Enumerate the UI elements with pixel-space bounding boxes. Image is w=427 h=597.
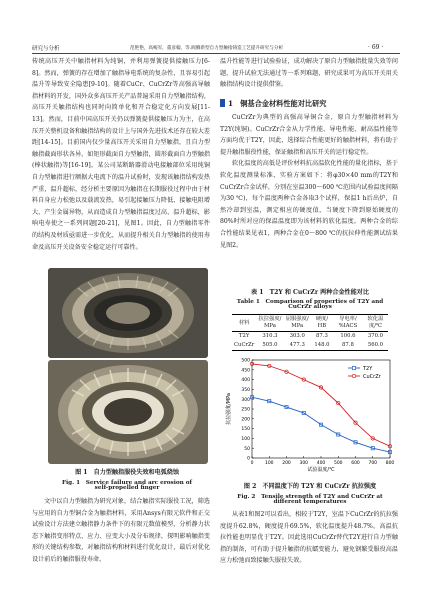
page-number: · 69 · <box>368 44 384 51</box>
x-tick-label: 100 <box>264 461 274 466</box>
y-tick-label: 300 <box>241 397 250 403</box>
y-tick-label: 250 <box>241 407 250 413</box>
figure1-caption-en-2: self-propelled finger <box>94 485 160 491</box>
x-tick-label: 200 <box>282 461 291 466</box>
y-tick-label: 50 <box>244 446 250 452</box>
y-tick-label: 500 <box>241 358 250 364</box>
table1-title-zh: 表 1 T2Y 和 CuCrZr 两种合金性能对比 <box>251 289 369 296</box>
paragraph: 从表1和图2可以看出，相较于T2Y，室温下CuCrZr的抗拉强度提升62.8%，硬度提升69.5%，软化温度提升48.7%，高温抗拉性能也明显优于T2Y。因此选用CuCrZr替代T2Y进行自力型触指的制备，可有助于提升触指的抗蠕变能力，避免钢繁受服役高温应力松弛而致接触失服役失效。 <box>220 511 398 565</box>
table-header: 软化温 度/℃ <box>363 315 388 332</box>
left-column-text-bottom <box>32 496 210 566</box>
paragraph: 软化温度的高低是评价材料抗高温软化性能的量化指标，基于软化温度测量标准，实验方案如下：将φ30×40 mm的T2Y和CuCrZr合金试样，分别在室温300～600 ℃范围内试验温度间隔为30 ℃)，每个温度两种合金各取3个试样，保温1 h后出炉，自然冷却到室温，测定相应的硬度值，当硬度下降到原始硬度的80%时所对应的保温温度即为该材料的软化温度。两种合金的综合性能结果见表1，两种合金在0～800 ℃的抗拉伸性能测试结果见图2。 <box>220 160 398 249</box>
table1-title-en-1: Table 1 Comparison of properties of T2Y and <box>236 299 384 305</box>
left-column-text <box>32 56 210 253</box>
figure1-caption-zh: 图 1 自力型触指服役失效和电弧烧蚀 <box>75 469 179 476</box>
y-tick-label: 200 <box>241 417 250 423</box>
x-tick-label: 500 <box>333 461 343 466</box>
section-marker-icon <box>220 99 225 107</box>
legend-marker <box>352 374 355 377</box>
table-cell: 100.6 <box>340 333 356 339</box>
header-rule <box>32 53 400 54</box>
table1-title-en-2: CuCrZr alloys <box>288 304 332 310</box>
table-header: 屈服强度/ MPa <box>284 315 311 332</box>
figure1-photo-top <box>48 268 208 358</box>
y-tick-label: 450 <box>241 368 250 374</box>
x-tick-label: 300 <box>299 461 309 466</box>
legend-label: T2Y <box>363 365 373 372</box>
table-row <box>232 341 388 351</box>
table-header: 硬度/ HB <box>311 315 333 332</box>
tensile-strength-chart <box>222 354 398 478</box>
legend-label: CuCrZr <box>363 373 381 380</box>
x-tick-label: 400 <box>316 461 326 466</box>
figure2-caption-en-1: Fig. 2 Tensile strength of T2Y and CuCrZr at <box>237 494 383 500</box>
right-column-text-bottom <box>220 509 398 567</box>
table-cell: 477.3 <box>284 341 311 351</box>
table-cell: 87.8 <box>333 341 363 351</box>
paragraph: CuCrZr为典型的高强高导铜合金，原自力型触指材料为T2Y(纯铜)。CuCrZr合金从力学性能、导电性能、耐高温性能等方面均优于T2Y，因此，选择综合性能更好的触指材料，将有助于提升触指服役性能，保证触指和高压开关的运行稳定性。 <box>220 114 398 156</box>
table-cell: 303.0 <box>289 333 305 339</box>
table-cell: 560.0 <box>363 341 388 351</box>
legend-marker <box>352 366 355 369</box>
y-tick-label: 350 <box>241 388 250 393</box>
table-header: 导电率/ %IACS <box>333 315 363 332</box>
table-cell: 148.0 <box>311 341 333 351</box>
running-header-left: 研究与分析 <box>32 46 60 52</box>
figure2-caption-en-2: different temperatures <box>273 499 347 505</box>
x-tick-label: 600 <box>351 461 360 466</box>
y-tick-label: 0 <box>247 456 250 462</box>
table-header: 抗拉强度/ MPa <box>256 315 283 332</box>
table1 <box>232 314 388 351</box>
table-cell: CuCrZr <box>232 341 256 351</box>
y-tick-label: 400 <box>241 378 250 384</box>
table-cell: T2Y <box>238 333 250 339</box>
table-cell: 505.0 <box>256 341 283 351</box>
x-axis-label: 试验温度/℃ <box>307 467 335 473</box>
x-tick-label: 800 <box>385 461 395 466</box>
table-header: 材料 <box>232 315 256 332</box>
running-header-center: 范艳艳，高峻军，董彦翰，等.阀腾新型自力型触指铸造工艺提升研究与分析 <box>130 46 284 51</box>
x-tick-label: 700 <box>368 461 378 466</box>
paragraph: 传统高压开关中触指材料为纯铜，并利用弹簧提供接触压力[6-8]。然而，弹簧的存在增加了触指导电系统的复杂性，且容易引起温升等导致安全隐患[9-10]。随着CuCr、CuCrZr等高强高导触指材料的开发，国外众多高压开关产品普遍采用自力型触指结构，高压开关触指结构也同时向简单化和开合稳定化方向发展[11-13]。然而，目前中国高压开关仍以弹簧提供接触压力为主，在高压开关整机设备和触指结构的设计上与国外先进技术还存在较大差距[14-15]。目前国内仅少量高压开关采用自力型触指，且自力型触指截面形状各异，如矩形截面自力型触指，圆形截面自力型触指(棒状触指)等[16-19]。某公司某断路器滑动电接触部位采用纯铜自力型触指进行额据大电流下的温升试验时，发现该触指结构发热严重，温升超标，经分析主要原因为触指在长期服役过程中由于材料自身应力松弛以及载流发热，易引起接触压力降低、接触电阻增大，产生金属异物，从而造成自力型触指温度过高、温升超标，影响电寿使之一系列问题[20-21]，见图1。因此，自力型触指零件的结构及材质亟需进一步优化，从而提升相关自力型触指的使用寿命及高压开关设备安全稳定运行可靠性。 <box>32 58 210 251</box>
right-column-text-top <box>220 56 398 91</box>
series-line-t2y <box>252 397 390 452</box>
x-tick-label: 0 <box>250 461 254 466</box>
y-tick-label: 100 <box>241 437 250 442</box>
table-row <box>232 332 388 342</box>
paragraph: 文中以自力型触指为研究对象，结合触指实际服役工况，筛选与应用的自力型铜合金为触指材料，采用Ansys有限元软件和正交试验设计方法建立触指静力条件下的有限元数值模型，分析静力状态下触指变形特点，应力、应变大小及分布规律，探明影响触指变形的关键结构参数，对触指结构和材料进行优化设计，最后对优化设计前后的触指服役寿命、 <box>32 498 210 563</box>
right-column-text-mid <box>220 112 398 251</box>
y-tick-label: 150 <box>241 427 250 433</box>
figure1-caption-en-1: Fig. 1 Service failure and arc erosion of <box>61 480 193 486</box>
figure2-chart <box>222 354 398 478</box>
section-heading: 1 铜基合金材料性能对比研究 <box>220 99 326 109</box>
y-axis-label: 抗拉强度/MPa <box>226 393 232 425</box>
table-cell: 310.3 <box>262 333 278 339</box>
figure2-caption-zh: 图 2 不同温度下的 T2Y 和 CuCrZr 抗拉强度 <box>243 483 377 490</box>
table-cell: 370.0 <box>367 333 384 339</box>
figure1-photo-bottom <box>48 360 208 464</box>
paragraph: 温升性能等进行试验验证，成功解决了原自力型触指批量失效等问题，提升试验无法通过等一系列难题，研究成果可为高压开关用关触指结构设计提供借鉴。 <box>220 58 398 89</box>
table-cell: 87.3 <box>316 333 328 339</box>
